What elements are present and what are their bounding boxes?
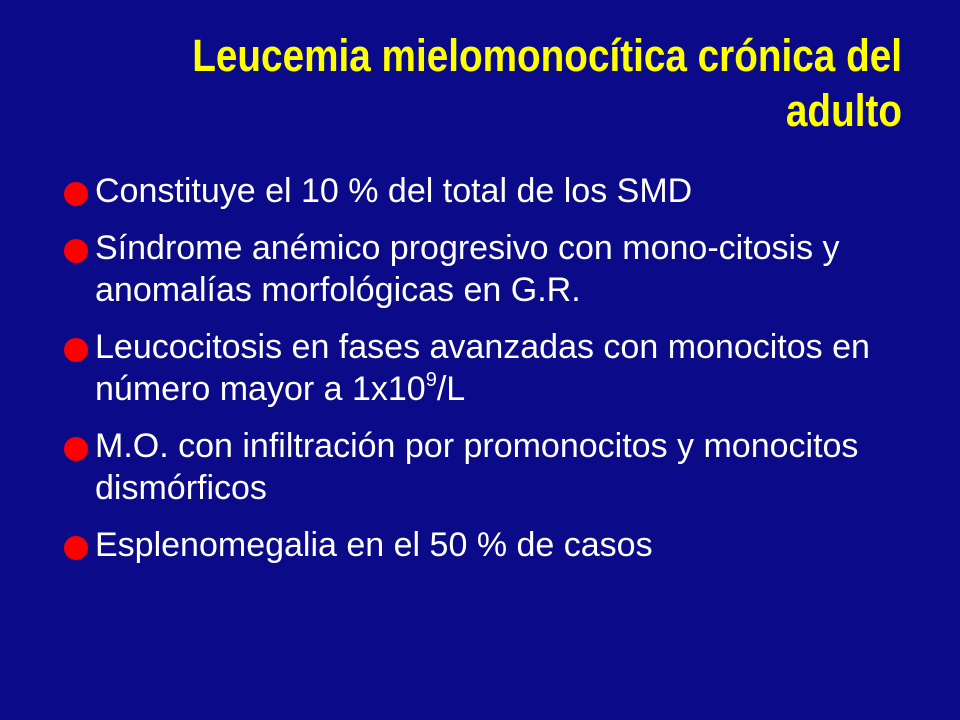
bullet-text: M.O. con infiltración por promonocitos y monocitos dismórficos — [95, 427, 859, 507]
bullet-superscript: 9 — [425, 369, 437, 391]
bullet-dot-icon — [64, 437, 88, 461]
bullet-dot-icon — [64, 338, 88, 362]
bullet-text: Constituye el 10 % del total de los SMD — [95, 172, 693, 210]
bullet-text: Síndrome anémico progresivo con mono-citosis y anomalías morfológicas en G.R. — [95, 229, 840, 309]
bullet-text: Esplenomegalia en el 50 % de casos — [95, 526, 653, 564]
bullet-text: Leucocitosis en fases avanzadas con monocitos en número mayor a 1x10 — [95, 328, 870, 408]
bullet-dot-icon — [64, 536, 88, 560]
slide-title: Leucemia mielomonocítica crónica del adulto — [192, 30, 903, 136]
bullet-item-bone-marrow — [0, 425, 960, 509]
bullet-item-anemic-syndrome — [0, 227, 960, 311]
bullet-item-splenomegaly — [0, 524, 960, 566]
bullet-item-leukocytosis — [0, 326, 960, 410]
bullet-item-smd-share — [0, 170, 960, 212]
bullet-dot-icon — [64, 182, 88, 206]
bullet-text-suffix: /L — [436, 370, 466, 408]
bullet-dot-icon — [64, 239, 88, 263]
bullet-list — [0, 170, 960, 581]
